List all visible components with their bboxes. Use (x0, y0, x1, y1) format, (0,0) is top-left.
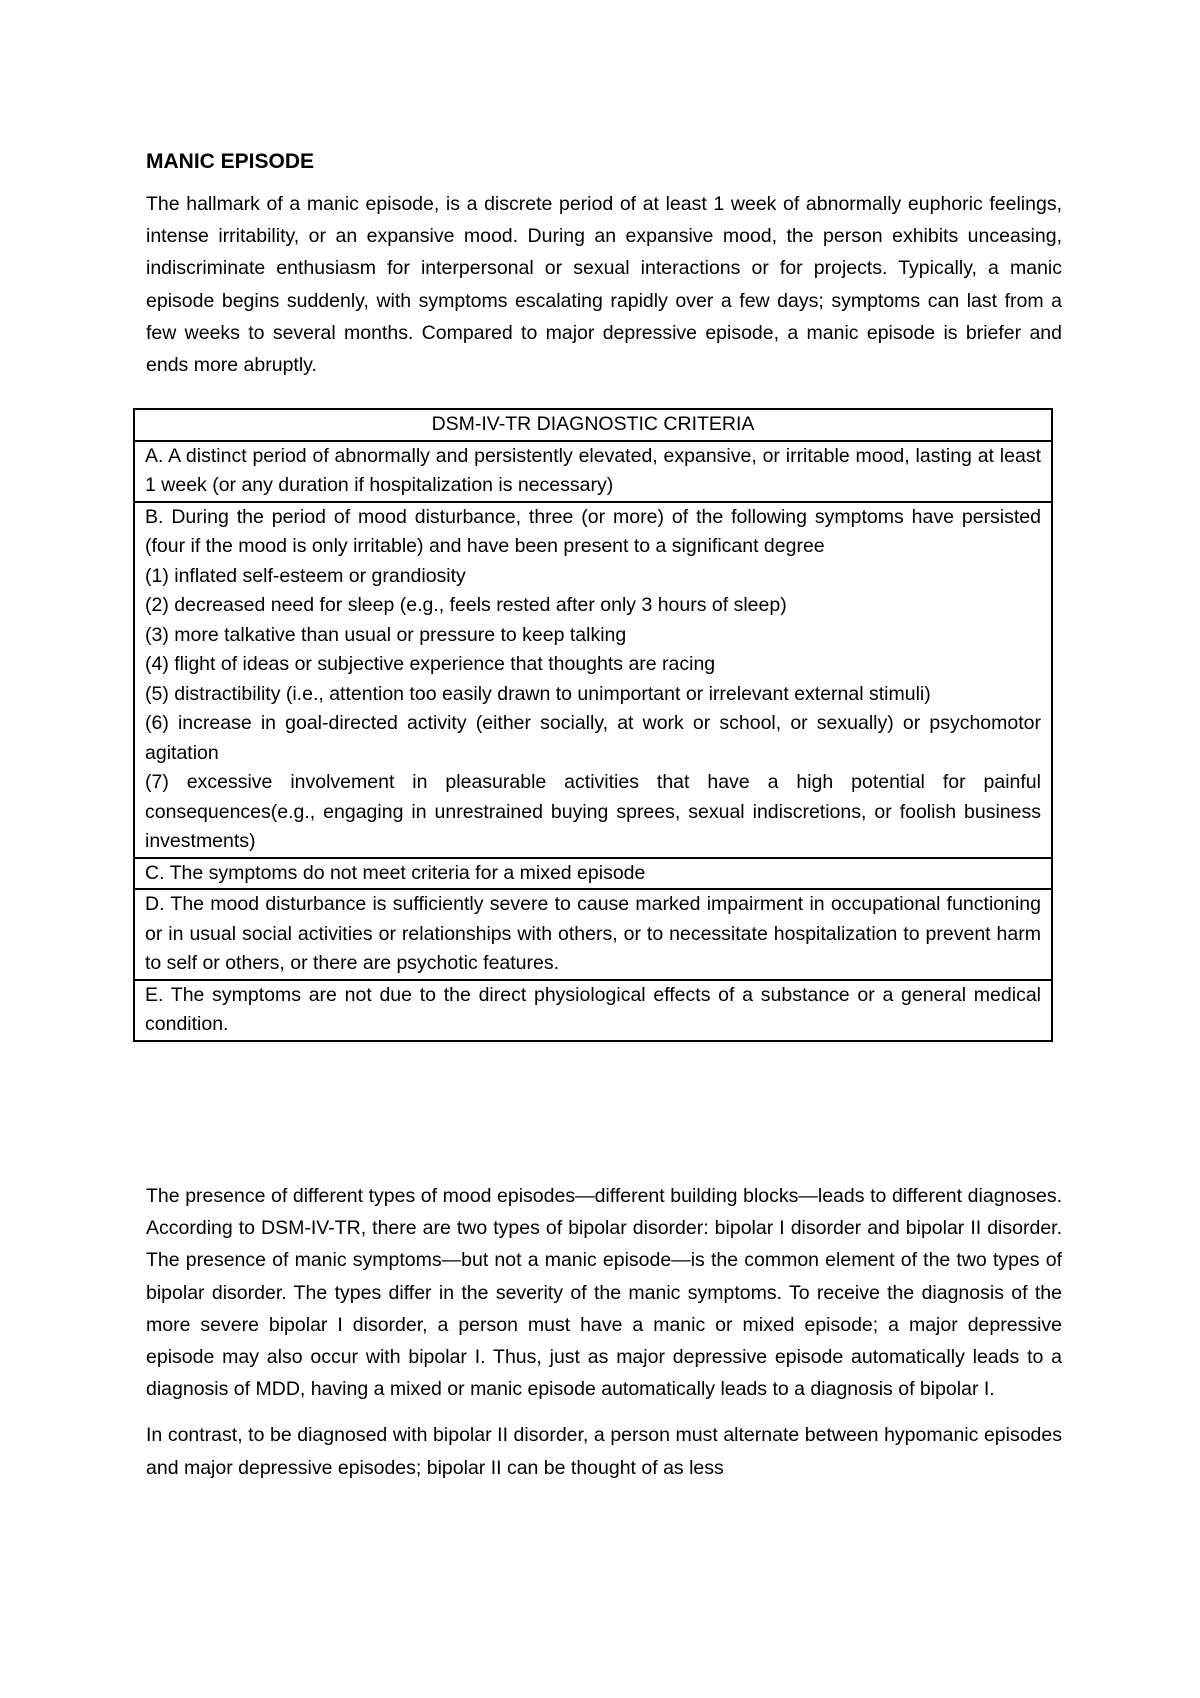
document-page (145, 148, 1062, 1479)
page-title: MANIC EPISODE (146, 150, 315, 173)
criterion-d: D. The mood disturbance is sufficiently severe to cause marked impairment in occupational functioning or in usual social activities or relationships with others, or to necessitate hospitalization to prevent harm to self or others, or there are psychotic features. (134, 889, 1052, 980)
intro-paragraph: The hallmark of a manic episode, is a discrete period of at least 1 week of abnormally euphoric feelings, intense irritability, or an expansive mood. During an expansive mood, the person exhibits unceasing, indiscriminate enthusiasm for interpersonal or sexual interactions or for projects. Typically, a manic episode begins suddenly, with symptoms escalating rapidly over a few days; symptoms can last from a few weeks to several months. Compared to major depressive episode, a manic episode is briefer and ends more abruptly. (146, 193, 1062, 377)
table-header: DSM-IV-TR DIAGNOSTIC CRITERIA (134, 409, 1052, 441)
table-row (134, 502, 1052, 858)
symptom-item: (1) inflated self-esteem or grandiosity (145, 564, 466, 587)
after-table-text (146, 1180, 1062, 1484)
symptom-item: (7) excessive involvement in pleasurable activities that have a high potential for painful consequences(e.g., engaging in unrestrained buying sprees, sexual indiscretions, or foolish business investments) (145, 771, 1041, 852)
diagnostic-criteria-table (133, 408, 1053, 1042)
symptom-item: (6) increase in goal-directed activity (either socially, at work or school, or sexually) or psychomotor agitation (145, 712, 1041, 764)
criterion-c: C. The symptoms do not meet criteria for a mixed episode (134, 858, 1052, 890)
criterion-b (134, 502, 1052, 858)
bipolar-ii-paragraph: In contrast, to be diagnosed with bipolar II disorder, a person must alternate between hypomanic episodes and major depressive episodes; bipolar II can be thought of as less (146, 1424, 1062, 1479)
table-row (134, 889, 1052, 980)
table-row (134, 409, 1052, 441)
criterion-a: A. A distinct period of abnormally and persistently elevated, expansive, or irritable mood, lasting at least 1 week (or any duration if hospitalization is necessary) (134, 441, 1052, 502)
symptom-item: (3) more talkative than usual or pressure to keep talking (145, 623, 627, 646)
symptom-item: (5) distractibility (i.e., attention too easily drawn to unimportant or irrelevant external stimuli) (145, 682, 931, 705)
criterion-b-intro: B. During the period of mood disturbance, three (or more) of the following symptoms have persisted (four if the mood is only irritable) and have been present to a significant degree (145, 505, 1041, 557)
bipolar-types-paragraph: The presence of different types of mood episodes—different building blocks—leads to different diagnoses. According to DSM-IV-TR, there are two types of bipolar disorder: bipolar I disorder and bipolar II disorder. The presence of manic symptoms—but not a manic episode—is the common element of the two types of bipolar disorder. The types differ in the severity of the manic symptoms. To receive the diagnosis of the more severe bipolar I disorder, a person must have a manic or mixed episode; a major depressive episode may also occur with bipolar I. Thus, just as major depressive episode automatically leads to a diagnosis of MDD, having a mixed or manic episode automatically leads to a diagnosis of bipolar I. (146, 1185, 1062, 1401)
symptom-item: (2) decreased need for sleep (e.g., feels rested after only 3 hours of sleep) (145, 594, 787, 616)
table-row (134, 441, 1052, 502)
table-row (134, 980, 1052, 1041)
criterion-e: E. The symptoms are not due to the direct physiological effects of a substance or a general medical condition. (134, 980, 1052, 1041)
table-row (134, 858, 1052, 890)
symptom-item: (4) flight of ideas or subjective experience that thoughts are racing (145, 653, 716, 675)
